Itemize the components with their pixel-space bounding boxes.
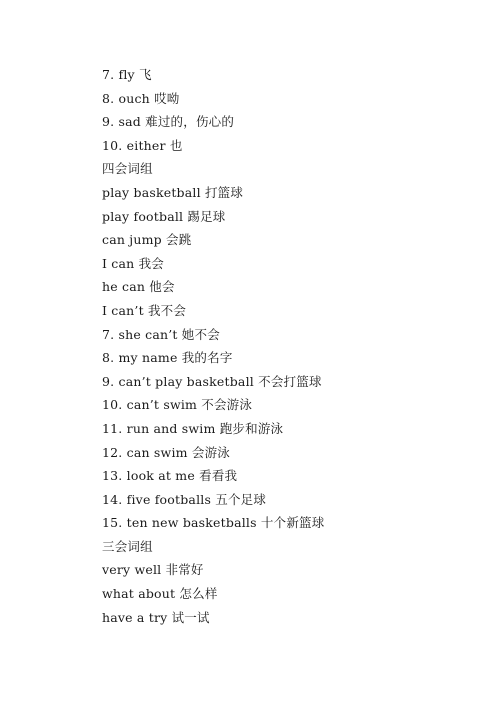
list-item: I can’t 我不会 xyxy=(102,302,187,318)
list-item: 9. sad 难过的，伤心的 xyxy=(102,114,235,130)
section-heading: 四会词组 xyxy=(102,161,153,177)
list-item: 7. fly 飞 xyxy=(102,67,152,82)
vocabulary-list xyxy=(102,63,324,629)
list-item: very well 非常好 xyxy=(102,562,204,578)
list-item: I can 我会 xyxy=(102,255,164,271)
list-item: 8. my name 我的名字 xyxy=(102,350,233,366)
list-item: play football 踢足球 xyxy=(102,208,226,224)
list-item: 7. she can’t 她不会 xyxy=(102,326,220,342)
list-item: he can 他会 xyxy=(102,279,175,295)
list-item: what about 怎么样 xyxy=(102,586,218,602)
list-item: 11. run and swim 跑步和游泳 xyxy=(102,420,284,436)
list-item: play basketball 打篮球 xyxy=(102,184,244,200)
section-heading: 三会词组 xyxy=(102,538,153,554)
list-item: have a try 试一试 xyxy=(102,609,210,625)
list-item: 8. ouch 哎呦 xyxy=(102,90,180,106)
list-item: 14. five footballs 五个足球 xyxy=(102,491,267,507)
list-item: 10. either 也 xyxy=(102,137,183,153)
list-item: 9. can’t play basketball 不会打篮球 xyxy=(102,373,322,389)
list-item: 12. can swim 会游泳 xyxy=(102,444,230,460)
list-item: 13. look at me 看看我 xyxy=(102,468,238,484)
list-item: 15. ten new basketballs 十个新篮球 xyxy=(102,515,325,531)
list-item: 10. can’t swim 不会游泳 xyxy=(102,397,253,413)
list-item: can jump 会跳 xyxy=(102,232,192,248)
